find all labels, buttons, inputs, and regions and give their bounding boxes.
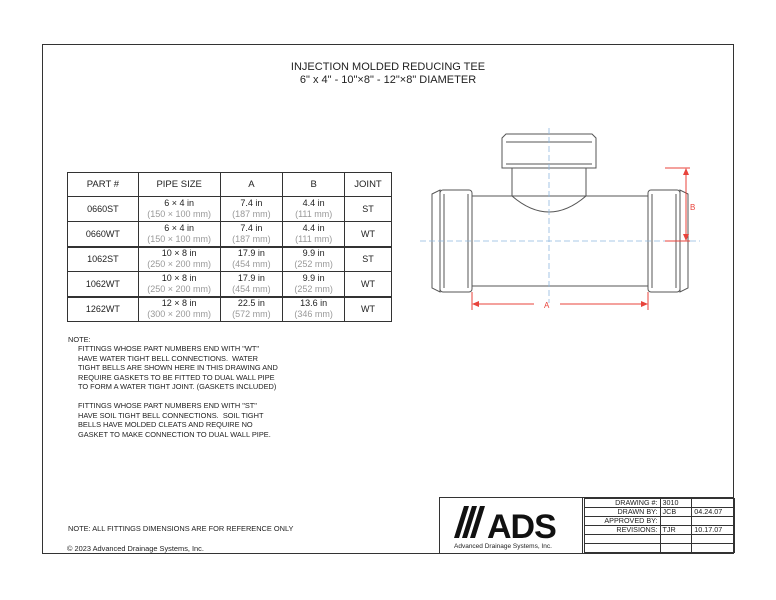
cell-size (138, 272, 220, 297)
header-a: A (220, 173, 283, 197)
dimension-a-label: A (544, 301, 550, 310)
cell-size (138, 197, 220, 222)
table-row (68, 247, 392, 272)
cell-a (220, 247, 283, 272)
cell-a-mm: (454 mm) (232, 283, 271, 294)
cell-b (283, 222, 345, 247)
logo-tagline: Advanced Drainage Systems, Inc. (454, 543, 552, 550)
table-row (68, 297, 392, 322)
drawing-number-label: DRAWING #: (585, 499, 661, 508)
cell-a-in: 22.5 in (237, 298, 265, 309)
cell-joint: WT (345, 272, 392, 297)
table-header-row (68, 173, 392, 197)
note-line: HAVE WATER TIGHT BELL CONNECTIONS. WATER (78, 353, 258, 363)
cell-a-mm: (572 mm) (232, 309, 271, 320)
dimensions-table (67, 172, 392, 322)
notes-block (68, 335, 278, 439)
cell-part: 1062WT (68, 272, 139, 297)
note-line: REQUIRE GASKETS TO BE FITTED TO DUAL WALL PIPE (78, 372, 275, 382)
cell-joint: ST (345, 197, 392, 222)
cell-joint: WT (345, 222, 392, 247)
drawn-by: JCB (660, 508, 692, 517)
cell-a (220, 222, 283, 247)
approved-by-label: APPROVED BY: (585, 517, 661, 526)
cell-size-mm: (150 × 100 mm) (147, 233, 212, 244)
drawn-date: 04.24.07 (692, 508, 735, 517)
cell-a-mm: (187 mm) (232, 209, 271, 219)
cell-b (283, 272, 345, 297)
table-row (68, 197, 392, 222)
cell-part: 0660ST (68, 197, 139, 222)
cell-size-mm: (250 × 200 mm) (147, 259, 212, 270)
cell-a (220, 197, 283, 222)
header-joint: JOINT (345, 173, 392, 197)
note-line: FITTINGS WHOSE PART NUMBERS END WITH "WT" (78, 344, 259, 354)
cell-size-in: 12 × 8 in (161, 298, 197, 309)
cell-a-mm: (454 mm) (232, 259, 271, 270)
table-row (68, 222, 392, 247)
cell-b-in: 9.9 in (302, 272, 325, 283)
revisions-by: TJR (660, 526, 692, 535)
cell-a-in: 7.4 in (240, 198, 263, 208)
notes-heading: NOTE: (68, 335, 91, 344)
cell-b (283, 297, 345, 322)
ads-logo (440, 498, 583, 554)
cell-b-in: 9.9 in (302, 248, 325, 259)
cell-part: 1062ST (68, 247, 139, 272)
drawn-by-label: DRAWN BY: (585, 508, 661, 517)
cell-part: 0660WT (68, 222, 139, 247)
drawing-title: INJECTION MOLDED REDUCING TEE (290, 61, 486, 73)
cell-b-mm: (111 mm) (295, 233, 333, 244)
note-line: TIGHT BELLS ARE SHOWN HERE IN THIS DRAWING AND (78, 363, 278, 373)
cell-b-in: 4.4 in (302, 198, 325, 208)
cell-size-in: 6 × 4 in (164, 198, 195, 208)
cell-a-in: 17.9 in (237, 272, 265, 283)
revisions-date: 10.17.07 (692, 526, 735, 535)
cell-joint: ST (345, 247, 392, 272)
cell-size-in: 10 × 8 in (161, 272, 197, 283)
cell-b-in: 13.6 in (300, 298, 328, 309)
logo-wordmark: ADS (487, 508, 556, 546)
note-line: TO FORM A WATER TIGHT JOINT. (GASKETS INCLUDED) (78, 382, 277, 392)
cell-b-mm: (252 mm) (294, 259, 333, 270)
cell-a (220, 297, 283, 322)
header-pipe-size: PIPE SIZE (138, 173, 220, 197)
ads-logo-mark (440, 498, 583, 554)
note-line: HAVE SOIL TIGHT BELL CONNECTIONS. SOIL TIGHT (78, 410, 264, 420)
cell-size (138, 247, 220, 272)
cell-size-mm: (150 × 100 mm) (147, 209, 212, 219)
cell-b-mm: (346 mm) (294, 309, 333, 320)
cell-b (283, 247, 345, 272)
header-part: PART # (68, 173, 139, 197)
cell-a-in: 17.9 in (237, 248, 265, 259)
cell-size-in: 6 × 4 in (164, 222, 195, 233)
cell-b (283, 197, 345, 222)
reducing-tee-drawing (410, 128, 710, 313)
drawing-subtitle: 6" x 4" - 10"×8" - 12"×8" DIAMETER (299, 74, 477, 86)
cell-size-in: 10 × 8 in (161, 248, 197, 259)
cell-b-in: 4.4 in (302, 222, 325, 233)
cell-size (138, 297, 220, 322)
cell-b-mm: (252 mm) (294, 283, 333, 294)
title-block (439, 497, 734, 554)
cell-part: 1262WT (68, 297, 139, 322)
dimension-b-label: B (690, 203, 696, 212)
cell-size-mm: (300 × 200 mm) (147, 309, 212, 320)
cell-size-mm: (250 × 200 mm) (147, 283, 212, 294)
revisions-label: REVISIONS: (585, 526, 661, 535)
cell-a-mm: (187 mm) (232, 233, 271, 244)
note-line: GASKET TO MAKE CONNECTION TO DUAL WALL PIPE. (78, 429, 271, 439)
cell-b-mm: (111 mm) (295, 209, 333, 219)
note-line: FITTINGS WHOSE PART NUMBERS END WITH "ST" (78, 401, 257, 411)
cell-a-in: 7.4 in (240, 222, 263, 233)
title-block-grid (584, 498, 735, 553)
cell-size (138, 222, 220, 247)
reference-note: NOTE: ALL FITTINGS DIMENSIONS ARE FOR REFERENCE ONLY (68, 524, 294, 533)
cell-a (220, 272, 283, 297)
drawing-number: 3010 (660, 499, 692, 508)
header-b: B (283, 173, 345, 197)
cell-joint: WT (345, 297, 392, 322)
copyright-text: © 2023 Advanced Drainage Systems, Inc. (67, 544, 204, 553)
note-line: BELLS HAVE MOLDED CLEATS AND REQUIRE NO (78, 420, 253, 430)
table-row (68, 272, 392, 297)
